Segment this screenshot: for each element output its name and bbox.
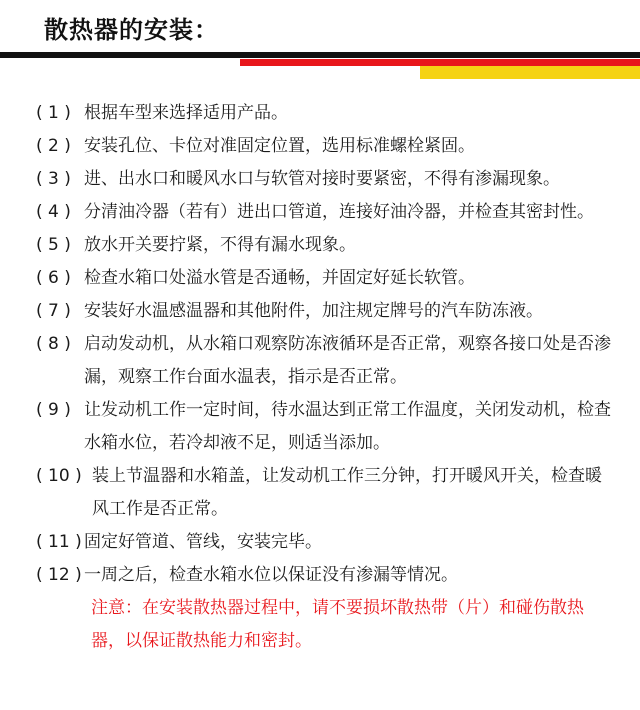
step-text: 放水开关要拧紧，不得有漏水现象。	[84, 235, 356, 255]
warning-note: 注意：在安装散热器过程中，请不要损坏散热带（片）和碰伤散热器，以保证散热能力和密封。	[91, 598, 584, 651]
step-item	[36, 394, 616, 460]
step-item	[36, 196, 616, 229]
step-text: 让发动机工作一定时间，待水温达到正常工作温度，关闭发动机，检查水箱水位，若冷却液不足，则适当添加。	[84, 400, 611, 453]
step-text: 装上节温器和水箱盖，让发动机工作三分钟，打开暖风开关，检查暖风工作是否正常。	[92, 466, 602, 519]
step-number: ( 11 )	[36, 532, 82, 552]
step-item	[36, 163, 616, 196]
step-number: ( 6 )	[36, 268, 71, 288]
header-red-bar	[240, 59, 640, 66]
step-item	[36, 229, 616, 262]
page-title: 散热器的安装：	[44, 16, 219, 44]
step-item	[36, 559, 616, 592]
header-black-bar	[0, 52, 640, 58]
step-text: 安装孔位、卡位对准固定位置，选用标准螺栓紧固。	[84, 136, 475, 156]
step-number: ( 8 )	[36, 334, 71, 354]
step-number: ( 3 )	[36, 169, 71, 189]
step-number: ( 4 )	[36, 202, 71, 222]
step-number: ( 12 )	[36, 565, 82, 585]
header-yellow-bar	[420, 66, 640, 79]
step-number: ( 1 )	[36, 103, 71, 123]
step-item	[36, 130, 616, 163]
step-text: 启动发动机，从水箱口观察防冻液循环是否正常，观察各接口处是否渗漏，观察工作台面水温表，指示是否正常。	[84, 334, 611, 387]
step-item	[36, 262, 616, 295]
step-text: 检查水箱口处溢水管是否通畅，并固定好延长软管。	[84, 268, 475, 288]
step-item	[36, 97, 616, 130]
step-text: 固定好管道、管线，安装完毕。	[84, 532, 322, 552]
step-item	[36, 460, 616, 526]
installation-steps	[36, 97, 616, 658]
step-item	[36, 328, 616, 394]
step-number: ( 5 )	[36, 235, 71, 255]
step-item	[36, 526, 616, 559]
step-number: ( 7 )	[36, 301, 71, 321]
step-text: 根据车型来选择适用产品。	[84, 103, 288, 123]
step-text: 一周之后，检查水箱水位以保证没有渗漏等情况。	[84, 565, 458, 585]
step-text: 分清油冷器（若有）进出口管道，连接好油冷器，并检查其密封性。	[84, 202, 594, 222]
step-number: ( 10 )	[36, 466, 82, 486]
step-item	[36, 295, 616, 328]
step-number: ( 9 )	[36, 400, 71, 420]
step-number: ( 2 )	[36, 136, 71, 156]
step-text: 进、出水口和暖风水口与软管对接时要紧密，不得有渗漏现象。	[84, 169, 560, 189]
step-text: 安装好水温感温器和其他附件，加注规定牌号的汽车防冻液。	[84, 301, 543, 321]
